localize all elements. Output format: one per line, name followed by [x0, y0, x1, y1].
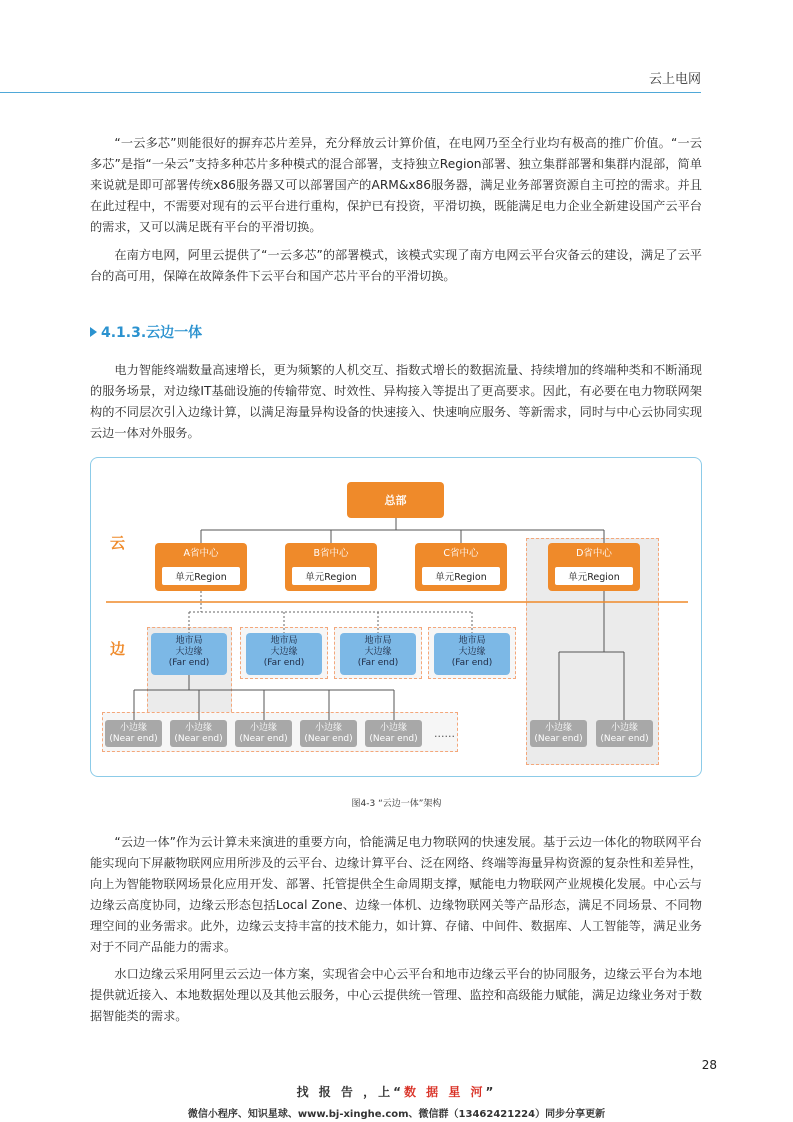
far-edge-type: 大边缘 — [270, 647, 298, 657]
province-region: 单元Region — [422, 567, 500, 585]
near-edge-title: 小边缘 — [249, 723, 277, 733]
near-edge-title: 小边缘 — [119, 723, 147, 733]
near-edge-subtitle: (Near end) — [174, 734, 223, 744]
near-edge-subtitle: (Near end) — [600, 734, 649, 744]
near-edge-title: 小边缘 — [544, 723, 572, 733]
near-edge-node — [105, 720, 162, 747]
footer-links: 微信小程序、知识星球、www.bj-xinghe.com、微信群（13462421224）同步分享更新 — [187, 1109, 606, 1120]
near-edge-title: 小边缘 — [610, 723, 638, 733]
footer-brand: 数 据 星 河 — [403, 1085, 486, 1099]
header-title: 云上电网 — [648, 72, 701, 87]
section-heading-text: 4.1.3.云边一体 — [101, 325, 203, 341]
far-edge-subtitle: (Far end) — [451, 658, 493, 668]
far-edge-title: 地市局 — [175, 636, 203, 646]
province-node-d — [548, 543, 640, 591]
province-region: 单元Region — [555, 567, 633, 585]
edge-layer-label: 边 — [110, 640, 126, 658]
near-edge-node — [365, 720, 422, 747]
province-node-b — [285, 543, 377, 591]
footer-slogan-post: ” — [485, 1085, 497, 1099]
province-name: B省中心 — [313, 548, 349, 559]
hq-node: 总部 — [347, 482, 444, 518]
figure-caption: 图4-3 “云边一体”架构 — [351, 799, 442, 809]
far-edge-title: 地市局 — [364, 636, 392, 646]
near-edge-node — [530, 720, 587, 747]
far-edge-title: 地市局 — [270, 636, 298, 646]
more-ellipsis: ...... — [434, 727, 455, 740]
footer-slogan — [0, 1083, 793, 1100]
near-edge-subtitle: (Near end) — [534, 734, 583, 744]
far-edge-node — [434, 633, 510, 675]
footer-slogan-pre: 找 报 告 ，上“ — [296, 1085, 404, 1099]
near-edge-subtitle: (Near end) — [369, 734, 418, 744]
province-node-c — [415, 543, 507, 591]
far-edge-type: 大边缘 — [364, 647, 392, 657]
near-edge-subtitle: (Near end) — [239, 734, 288, 744]
near-edge-subtitle: (Near end) — [109, 734, 158, 744]
near-edge-node — [596, 720, 653, 747]
province-name: A省中心 — [183, 548, 219, 559]
near-edge-title: 小边缘 — [379, 723, 407, 733]
far-edge-node — [151, 633, 227, 675]
province-name: D省中心 — [576, 548, 612, 559]
far-edge-type: 大边缘 — [458, 647, 486, 657]
near-edge-node — [300, 720, 357, 747]
near-edge-node — [235, 720, 292, 747]
province-name: C省中心 — [443, 548, 479, 559]
near-edge-node — [170, 720, 227, 747]
province-region: 单元Region — [292, 567, 370, 585]
paragraph-yiyunduoxin: “一云多芯”则能很好的摒弃芯片差异，充分释放云计算价值，在电网乃至全行业均有极高的推广价值。“一云多芯”是指“一朵云”支持多种芯片多种模式的混合部署，支持独立Region部署、独立集群部署和集群内混部，简单来说就是即可部署传统x86服务器又可以部署国产的ARM&x86服务器，满足业务部署资源自主可控的需求。并且在此过程中，不需要对现有的云平台进行重构，保护已有投资，平滑切换，既能满足电力企业全新建设国产云平台的需求，又可以满足既有平台的平滑切换。 — [90, 136, 702, 234]
paragraph-cloud-edge: “云边一体”作为云计算未来演进的重要方向，恰能满足电力物联网的快速发展。基于云边一体化的物联网平台能实现向下屏蔽物联网应用所涉及的云平台、边缘计算平台、泛在网络、终端等海量异构资源的复杂性和差异性，向上为智能物联网场景化应用开发、部署、托管提供全生命周期支撑，赋能电力物联网产业规模化发展。中心云与边缘云高度协同，边缘云形态包括Local Zone、边缘一体机、边缘物联网关等产品形态，满足不同场景、不同物理空间的业务需求。此外，边缘云支持丰富的技术能力，如计算、存储、中间件、数据库、人工智能等，满足业务对于不同产品能力的需求。 — [90, 835, 702, 954]
far-edge-subtitle: (Far end) — [263, 658, 305, 668]
far-edge-type: 大边缘 — [175, 647, 203, 657]
far-edge-subtitle: (Far end) — [357, 658, 399, 668]
far-edge-node — [246, 633, 322, 675]
paragraph-shuikou: 水口边缘云采用阿里云云边一体方案，实现省会中心云平台和地市边缘云平台的协同服务，边缘云平台为本地提供就近接入、本地数据处理以及其他云服务，中心云提供统一管理、监控和高级能力赋能，满足边缘业务对于数据智能类的需求。 — [90, 967, 702, 1023]
far-edge-subtitle: (Far end) — [168, 658, 210, 668]
cloud-layer-label: 云 — [110, 534, 126, 552]
far-edge-title: 地市局 — [458, 636, 486, 646]
far-edge-node — [340, 633, 416, 675]
near-edge-title: 小边缘 — [184, 723, 212, 733]
near-edge-title: 小边缘 — [314, 723, 342, 733]
page-number: 28 — [701, 1058, 717, 1072]
province-node-a — [155, 543, 247, 591]
paragraph-edge-intro: 电力智能终端数量高速增长，更为频繁的人机交互、指数式增长的数据流量、持续增加的终端种类和不断涌现的服务场景，对边缘IT基础设施的传输带宽、时效性、异构接入等提出了更高要求。因此，有必要在电力物联网架构的不同层次引入边缘计算，以满足海量异构设备的快速接入、快速响应服务、等新需求，同时与中心云协同实现云边一体对外服务。 — [90, 363, 702, 440]
paragraph-southern-grid: 在南方电网，阿里云提供了“一云多芯”的部署模式，该模式实现了南方电网云平台灾备云的建设，满足了云平台的高可用，保障在故障条件下云平台和国产芯片平台的平滑切换。 — [90, 248, 702, 283]
near-edge-subtitle: (Near end) — [304, 734, 353, 744]
province-region: 单元Region — [162, 567, 240, 585]
